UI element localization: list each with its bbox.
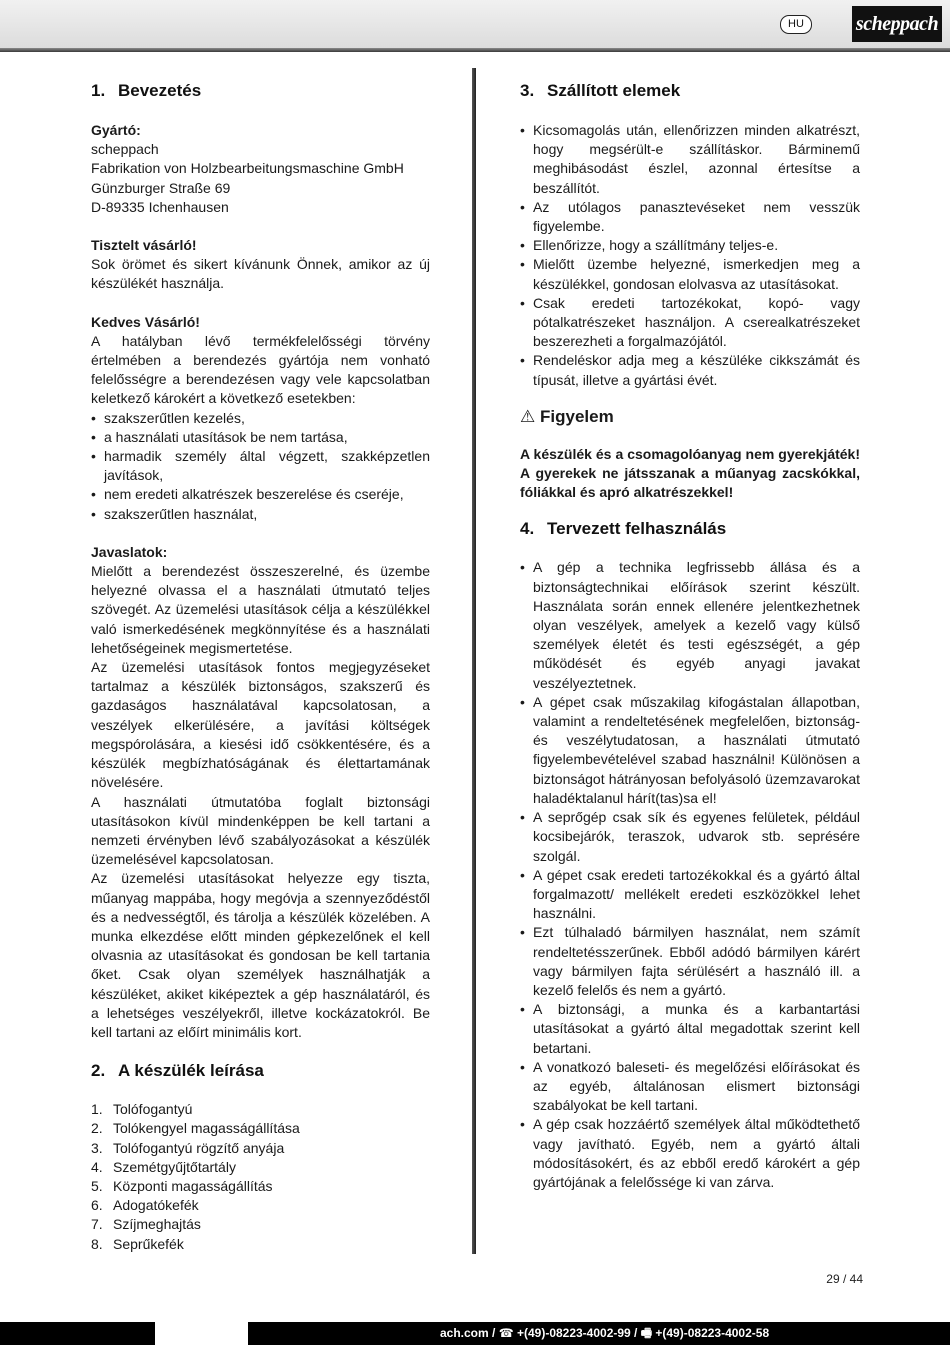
list-item: • Ezt túlhaladó bármilyen használat, nem számít rendeltetésszerűnek. Ebből adódó bármilyen kárért vagy bármilyen fajta sérülésért a használó ill. a kezelő felelős és nem a gyártó.	[520, 923, 860, 1000]
section-3-number: 3.	[520, 81, 535, 100]
recommendation-paragraph: Az üzemelési utasítások fontos megjegyzéseket tartalmaz a készülék biztonságos, szakszerű és gazdaságos használatával kapcsolatosan, a veszélyek elkerülésére, a javítási költségek megspórolására, a kiesési idő csökkentésére, és a készülék megbízhatóságának és élettartamának növelésére.	[91, 659, 430, 791]
recommendation-paragraph: Mielőtt a berendezést összeszerelné, és üzembe helyezné olvassa el a használati útmutató teljes szövegét. Az üzemelési utasítások célja a készülékkel való ismerkedésének megkönnyítése és a használati lehetőségeinek megismertetése.	[91, 563, 430, 656]
manufacturer-address	[91, 140, 430, 217]
brand-logo: scheppach	[852, 6, 942, 42]
list-item: • A gépet csak eredeti tartozékokkal és a gyártó által forgalmazott/ mellékelt eredeti eszközökkel lehet használni.	[520, 866, 860, 924]
list-item: 2. Tolókengyel magasságállítása	[91, 1120, 300, 1137]
list-item: • Az utólagos panasztevéseket nem vesszük figyelembe.	[520, 198, 860, 236]
section-1-heading	[91, 80, 430, 102]
section-2-heading	[91, 1060, 430, 1082]
liability-intro: A hatályban lévő termékfelelősségi törvény értelmében a berendezés gyártója nem vonható felelősségre a berendezésen vagy vele kapcsolatban keletkező károkért a következő esetekben:	[91, 332, 430, 407]
list-item: 3. Tolófogantyú rögzítő anyája	[91, 1139, 285, 1156]
section-4-number: 4.	[520, 519, 535, 539]
dear-customer-label-1: Tisztelt vásárló!	[91, 237, 197, 254]
manufacturer-line: scheppach	[91, 141, 159, 158]
warning-title: Figyelem	[540, 406, 614, 426]
delivered-items-list	[520, 121, 860, 390]
list-item: • szakszerűtlen kezelés,	[91, 409, 430, 428]
column-divider	[472, 68, 476, 1254]
intended-use-list	[520, 558, 860, 1192]
list-item: • Kicsomagolás után, ellenőrizzen minden alkatrészt, hogy megsérült-e szállításkor. Bárminemű meghibásodást észlel, azonnal értesítse a beszállítót.	[520, 121, 860, 198]
list-item: • Csak eredeti tartozékokat, kopó- vagy pótalkatrészeket használjon. A cserealkatrészeket beszerezheti a forgalmazójától.	[520, 294, 860, 352]
recommendation-paragraph: A használati útmutatóba foglalt biztonsági utasításokon kívül mindenképpen be kell tartani a nemzeti érvényben lévő szabályozásokat a készülék üzemelésével kapcsolatosan.	[91, 793, 430, 868]
list-item: • Ellenőrizze, hogy a szállítmány teljes-e.	[520, 236, 860, 255]
list-item: 6. Adogatókefék	[91, 1197, 199, 1214]
recommendation-paragraph: Az üzemelési utasításokat helyezze egy tiszta, műanyag mappába, hogy megóvja a szennyeződéstől és a nedvességtől, és tárolja a készülék közelében. A munka elkezdése előtt minden gépkezelőnek el kell olvasnia az utasításokat és gondosan be kell tartania őket. Csak olyan személyek használhatják a készüléket, akiket kiképeztek a gép használatáról, és a lehetséges veszélyekről, illetve kockázatokról. Be kell tartani az előírt minimális kort.	[91, 870, 430, 1040]
section-3-title: Szállított elemek	[547, 81, 681, 100]
list-item: 8. Seprűkefék	[91, 1235, 184, 1252]
list-item: 4. Szemétgyűjtőtartály	[91, 1158, 236, 1175]
list-item: • A seprőgép csak sík és egyenes felületek, például kocsibejárók, teraszok, udvarok stb. seprésére szolgál.	[520, 808, 860, 866]
section-2-title: A készülék leírása	[118, 1061, 264, 1081]
list-item: • A gép a technika legfrissebb állása és a biztonságtechnikai előírások szerint készült. Használata során ennek ellenére jelentkezhetnek olyan veszélyek, amelyek a kezelő vagy külső személyek életét és testi egészségét, a gép működését és egyéb anyagi javakat veszélyeztetnek.	[520, 558, 860, 692]
section-4-title: Tervezett felhasználás	[547, 519, 727, 539]
page-number: 29 / 44	[826, 1272, 863, 1286]
list-item: • szakszerűtlen használat,	[91, 505, 430, 524]
recommendations-label: Javaslatok:	[91, 543, 168, 560]
section-2-number: 2.	[91, 1061, 106, 1081]
section-1-number: 1.	[91, 81, 106, 100]
section-1-title: Bevezetés	[118, 81, 202, 100]
footer-gap	[155, 1322, 248, 1345]
dear-customer-label-2: Kedves Vásárló!	[91, 313, 200, 330]
list-item: • A gépet csak műszakilag kifogástalan állapotban, valamint a rendeltetésének megfelelően, biztonság- és veszélytudatosan, a használati útmutató figyelembevételével szabad használni! Különösen a biztonságot hátrányosan befolyásoló üzemzavarokat haladéktalanul hárít(tas)sa el!	[520, 693, 860, 808]
list-item: • A vonatkozó baleseti- és megelőzési előírásokat és az egyéb, általánosan elismert biztonsági szabályokat be kell tartani.	[520, 1058, 860, 1116]
warning-text: A készülék és a csomagolóanyag nem gyerekjáték! A gyerekek ne játsszanak a műanyag zacskókkal, fóliákkal és apró alkatrészekkel!	[520, 445, 860, 501]
manufacturer-line: Fabrikation von Holzbearbeitungsmaschine GmbH	[91, 160, 404, 177]
section-3-heading	[520, 80, 860, 102]
right-column	[520, 78, 860, 1192]
list-item: • A gép csak hozzáértő személyek által működtethető vagy javítható. Egyéb, nem a gyártó általi módosításokért, és az ebből eredő károkért a gép gyártójának a felelőssége ki van zárva.	[520, 1115, 860, 1192]
footer-contact: ach.com / ☎ +(49)-08223-4002-99 / 🖷 +(49)-08223-4002-58	[440, 1326, 770, 1340]
left-column	[91, 78, 430, 1254]
list-item: 5. Központi magasságállítás	[91, 1177, 273, 1194]
manufacturer-label: Gyártó:	[91, 122, 141, 138]
manufacturer-line: D-89335 Ichenhausen	[91, 198, 229, 215]
list-item: 7. Szíjmeghajtás	[91, 1216, 201, 1233]
list-item: • harmadik személy által végzett, szakképzetlen javítások,	[91, 447, 430, 485]
dear-customer-text-1: Sok örömet és sikert kívánunk Önnek, amikor az új készülékét használja.	[91, 256, 430, 292]
header-divider	[0, 48, 950, 52]
language-badge: HU	[780, 15, 812, 34]
list-item: • Mielőtt üzembe helyezné, ismerkedjen meg a készülékkel, gondosan elolvasva az utasításokat.	[520, 255, 860, 293]
warning-heading	[520, 406, 860, 428]
warning-triangle-icon: ⚠	[520, 406, 536, 426]
list-item: • nem eredeti alkatrészek beszerelése és cseréje,	[91, 485, 430, 504]
list-item: 1. Tolófogantyú	[91, 1101, 193, 1118]
parts-list	[91, 1100, 430, 1254]
list-item: • a használati utasítások be nem tartása,	[91, 428, 430, 447]
list-item: • Rendeléskor adja meg a készüléke cikkszámát és típusát, illetve a gyártási évét.	[520, 351, 860, 389]
section-4-heading	[520, 518, 860, 540]
liability-list	[91, 409, 430, 524]
manufacturer-line: Günzburger Straße 69	[91, 179, 231, 196]
list-item: • A biztonsági, a munka és a karbantartási utasításokat a gyártó által megadottak szerint kell betartani.	[520, 1000, 860, 1058]
